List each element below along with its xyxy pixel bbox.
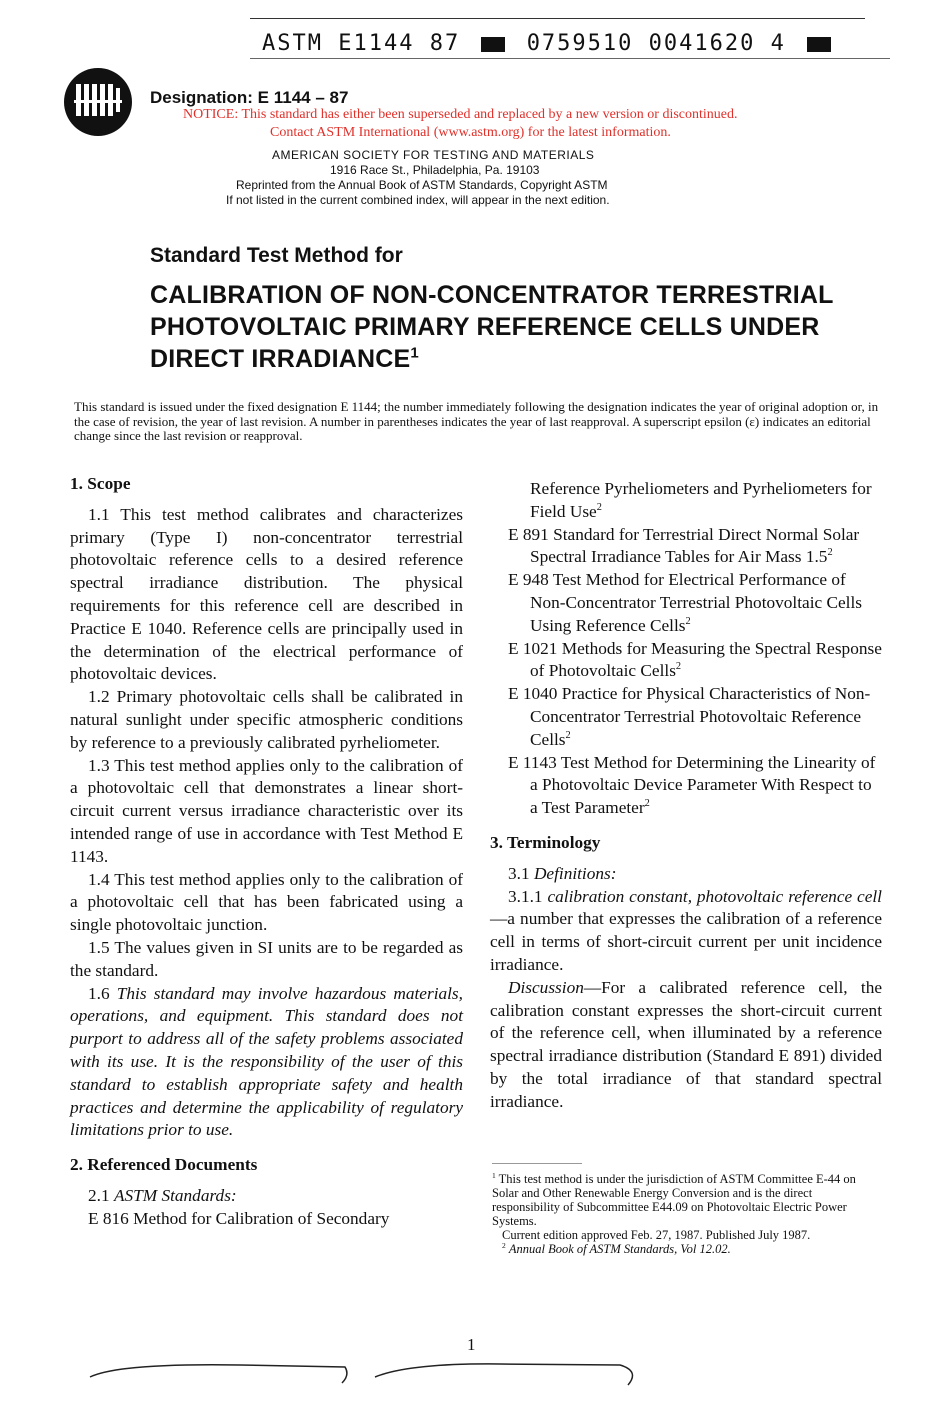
reference-sup-e948: 2 [685, 616, 691, 628]
paragraph-3-1-text: Definitions: [533, 863, 617, 883]
discussion-label: Discussion [508, 977, 584, 997]
page-number: 1 [467, 1335, 476, 1354]
code-right-b: 0041620 4 [648, 31, 786, 56]
document-code-line [262, 31, 837, 56]
index-note: If not listed in the current combined index, will appear in the next edition. [226, 193, 610, 207]
footnotes [492, 1172, 882, 1256]
paragraph-2-1-text: ASTM Standards: [113, 1185, 237, 1205]
reference-e1040-text: E 1040 Practice for Physical Characteristics of Non-Concentrator Terrestrial Photovoltaic Reference Cells [508, 684, 871, 749]
top-rule [250, 18, 865, 19]
standard-kind: Standard Test Method for [150, 244, 403, 267]
reference-sup-e1040: 2 [565, 730, 571, 741]
reference-sup-e816: 2 [596, 502, 602, 514]
reference-e816: E 816 Method for Calibration of Secondary [88, 1208, 390, 1228]
referenced-documents-heading: 2. Referenced Documents [70, 1155, 258, 1175]
reference-e891-text: E 891 Standard for Terrestrial Direct Normal Solar Spectral Irradiance Tables for Air Mass 1.5 [508, 524, 860, 567]
scan-artifact-curves [80, 1355, 640, 1395]
footnote-1-edition: Current edition approved Feb. 27, 1987. Published July 1987. [502, 1228, 811, 1242]
reference-sup-e1021: 2 [675, 661, 682, 673]
discussion-text: —For a calibrated reference cell, the calibration constant expresses the short-circuit current of the reference cell, when illuminated by a reference spectral irradiance distribution (Standard E 891) divided by the total irradiance of that standard spectral irradiance. [490, 977, 882, 1111]
paragraph-3-1 [490, 863, 882, 886]
code-right-a: 0759510 [526, 31, 634, 56]
paragraph-1-3: 1.3 This test method applies only to the calibration of a photovoltaic cell that demonstrates a linear short-circuit current versus irradiance characteristic over its intended range of use in accordance with Test Method E 1143. [70, 755, 463, 866]
definition-term: calibration constant, photovoltaic reference cell [547, 886, 882, 906]
footnote-2 [492, 1242, 882, 1256]
paragraph-1-6-text: This standard may involve hazardous materials, operations, and equipment. This standard does not purport to address all of the safety problems associated with its use. It is the responsibility of the user of this standard to establish appropriate safety and health practices and determine the applicability of regulatory limitations prior to use. [70, 983, 463, 1140]
scope-heading: 1. Scope [70, 474, 131, 493]
footnote-rule [492, 1163, 582, 1164]
paragraph-3-1-1-number: 3.1.1 [508, 886, 543, 906]
society-name: AMERICAN SOCIETY FOR TESTING AND MATERIALS [272, 148, 595, 162]
paragraph-1-6-number: 1.6 [88, 983, 110, 1003]
discussion-paragraph [490, 977, 882, 1114]
footnote-1-text: This test method is under the jurisdiction of ASTM Committee E-44 on Solar and Other Renewable Energy Conversion and is the direct responsibility of Subcommittee E44.09 on Photovoltaic Electric Power Systems. [492, 1172, 856, 1228]
title-line-2: PHOTOVOLTAIC PRIMARY REFERENCE CELLS UNDER [150, 313, 820, 341]
society-address: 1916 Race St., Philadelphia, Pa. 19103 [330, 163, 540, 177]
designation: Designation: E 1144 – 87 [150, 88, 349, 107]
code-left: ASTM E1144 87 [262, 31, 461, 56]
paragraph-2-1-number: 2.1 [88, 1185, 110, 1205]
reference-sup-e891: 2 [827, 547, 833, 559]
header-rule [250, 58, 890, 59]
black-block-2 [807, 37, 831, 52]
footnote-2-mark: 2 [502, 1240, 506, 1250]
black-block-1 [481, 37, 505, 52]
reprint-note: Reprinted from the Annual Book of ASTM Standards, Copyright ASTM [236, 178, 608, 192]
reference-e1040 [490, 683, 882, 751]
notice-line-1: NOTICE: This standard has either been superseded and replaced by a new version or discontinued. [183, 107, 738, 122]
title-footnote-mark: 1 [410, 344, 419, 362]
paragraph-1-6 [70, 983, 463, 1143]
reference-sup-e1143: 2 [644, 798, 650, 810]
reference-e891 [490, 524, 882, 570]
astm-logo [62, 66, 134, 138]
reference-e1021 [490, 638, 882, 684]
title-line-3 [150, 345, 419, 374]
reference-e1021-text: E 1021 Methods for Measuring the Spectral Response of Photovoltaic Cells [508, 638, 882, 681]
paragraph-3-1-number: 3.1 [508, 863, 530, 883]
paragraph-1-1: 1.1 This test method calibrates and characterizes primary (Type I) non-concentrator terrestrial photovoltaic reference cells to a desired reference spectral irradiance distribution. The physical requirements for this reference cell are described in Practice E 1040. Reference cells are principally used in the determination of the electrical performance of photovoltaic devices. [70, 504, 463, 684]
title-line-3-text: DIRECT IRRADIANCE [150, 345, 411, 373]
left-column [70, 473, 463, 1231]
footnote-1 [492, 1172, 882, 1228]
reference-e948 [490, 569, 882, 637]
paragraph-1-4: 1.4 This test method applies only to the calibration of a photovoltaic cell that has been fabricated using a single photovoltaic junction. [70, 869, 463, 935]
reference-e816-continued [490, 478, 882, 524]
terminology-heading: 3. Terminology [490, 832, 601, 852]
notice-line-2: Contact ASTM International (www.astm.org) for the latest information. [270, 125, 671, 140]
paragraph-1-2: 1.2 Primary photovoltaic cells shall be calibrated in natural sunlight under specific atmospheric conditions by reference to a previously calibrated pyrheliometer. [70, 687, 463, 752]
definition-text: —a number that expresses the calibration of a reference cell in terms of short-circuit current per unit incidence irradiance. [490, 909, 882, 974]
reference-e948-text: E 948 Test Method for Electrical Performance of Non-Concentrator Terrestrial Photovoltaic Cells Using Reference Cells [508, 570, 863, 635]
footnote-2-text: Annual Book of ASTM Standards, Vol 12.02. [508, 1242, 731, 1256]
issued-note: This standard is issued under the fixed designation E 1144; the number immediately following the designation indicates the year of original adoption or, in the case of revision, the year of last revision. A number in parentheses indicates the year of last reapproval. A superscript epsilon (ε) indicates an editorial change since the last revision or reapproval. [74, 399, 879, 443]
paragraph-1-5: 1.5 The values given in SI units are to be regarded as the standard. [70, 937, 463, 980]
right-column [490, 478, 882, 1114]
paragraph-3-1-1 [490, 886, 882, 977]
title-line-1: CALIBRATION OF NON-CONCENTRATOR TERRESTRIAL [150, 281, 834, 309]
reference-e816-continued-text: Reference Pyrheliometers and Pyrheliometers for Field Use [530, 479, 872, 521]
reference-e1143 [490, 752, 882, 820]
footnote-1-mark: 1 [492, 1170, 496, 1180]
reference-e1143-text: E 1143 Test Method for Determining the Linearity of a Photovoltaic Device Parameter With Respect to a Test Parameter [508, 752, 876, 818]
paragraph-2-1 [70, 1185, 463, 1208]
